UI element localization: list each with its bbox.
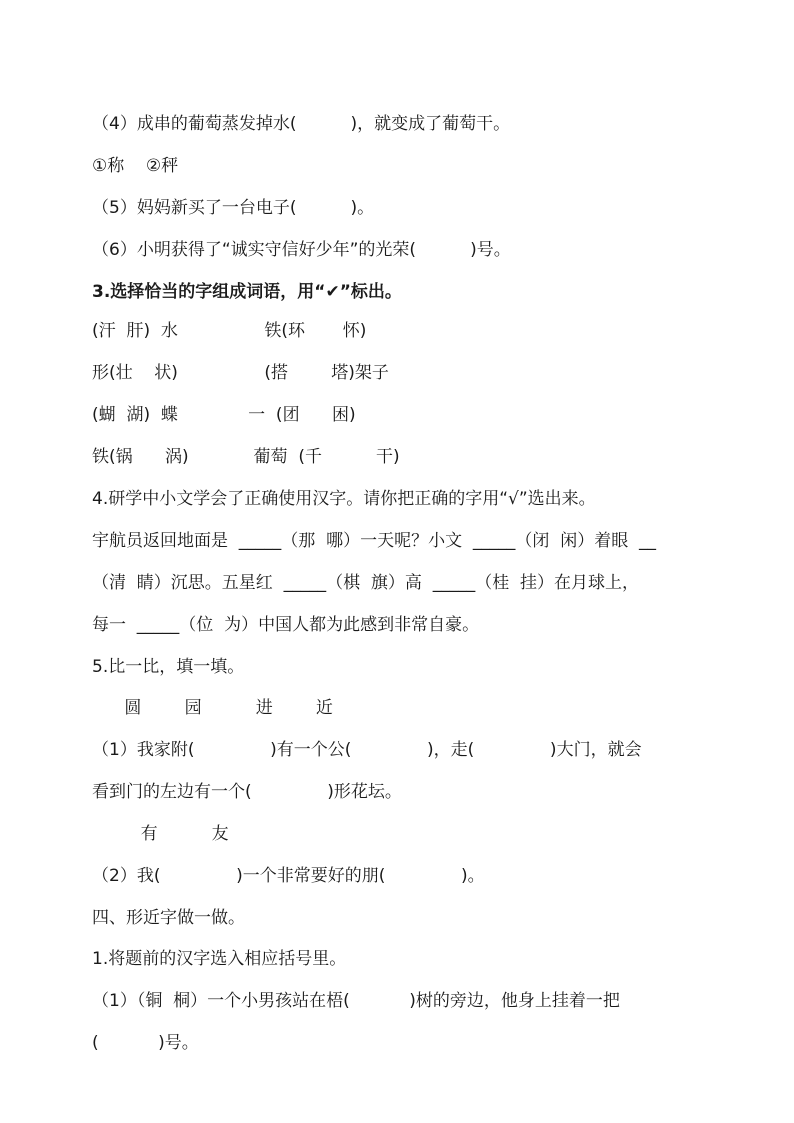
section-5-heading: 5.比一比，填一填。: [92, 657, 245, 677]
question-4-grape-text: （4）成串的葡萄蒸发掉水( )，就变成了葡萄干。: [92, 114, 511, 134]
question-6-text: （6）小明获得了“诚实守信好少年”的光荣( )号。: [92, 240, 511, 260]
section-4-paragraph-line-1: 宇航员返回地面是 _____（那 哪）一天呢？小文 _____（闭 闲）着眼 __: [92, 531, 657, 551]
word-choice-row-3: (蝴 湖) 蝶 一 (团 困): [92, 405, 356, 425]
word-choice-row-4: 铁(锅 涡) 葡萄 (千 干): [92, 447, 400, 467]
character-set-2: 有 友: [92, 824, 229, 844]
section-4-heading: 4.研学中小文学会了正确使用汉字。请你把正确的字用“√”选出来。: [92, 489, 596, 509]
section-4-paragraph-line-2: （清 睛）沉思。五星红 _____（棋 旗）高 _____（桂 挂）在月球上，: [92, 573, 640, 593]
part-4-question-1-line-2: ( )号。: [92, 1033, 199, 1053]
question-5-text: （5）妈妈新买了一台电子( )。: [92, 198, 375, 218]
word-choice-row-1: (汗 肝) 水 铁(环 怀): [92, 321, 367, 341]
part-4-question-1-line-1: （1）（铜 桐）一个小男孩站在梧( )树的旁边，他身上挂着一把: [92, 991, 620, 1011]
part-4-question-1-heading: 1.将题前的汉字选入相应括号里。: [92, 949, 347, 969]
word-choice-row-2: 形(壮 状) (搭 塔)架子: [92, 363, 389, 383]
section-3-heading: 3.选择恰当的字组成词语，用“✔”标出。: [92, 282, 402, 302]
part-4-heading: 四、形近字做一做。: [92, 908, 245, 928]
section-5-question-1-line-1: （1）我家附( )有一个公( )，走( )大门，就会: [92, 740, 642, 760]
choice-options: ①称 ②秤: [92, 156, 179, 176]
section-5-question-2: （2）我( )一个非常要好的朋( )。: [92, 866, 485, 886]
section-5-question-1-line-2: 看到门的左边有一个( )形花坛。: [92, 782, 402, 802]
character-set-1: 圆 园 进 近: [92, 698, 333, 718]
section-4-paragraph-line-3: 每一 _____（位 为）中国人都为此感到非常自豪。: [92, 615, 480, 635]
